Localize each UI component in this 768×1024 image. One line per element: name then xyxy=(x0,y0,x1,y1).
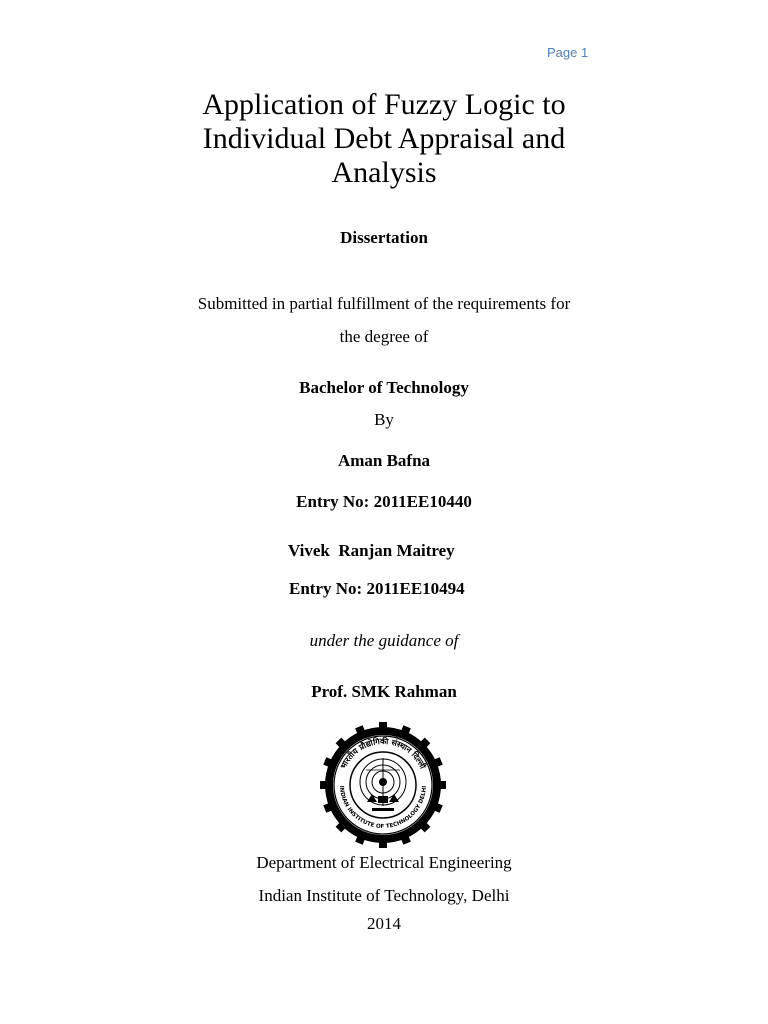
department-name: Department of Electrical Engineering xyxy=(256,853,512,872)
institute-name: Indian Institute of Technology, Delhi xyxy=(258,886,510,905)
degree-name: Bachelor of Technology xyxy=(299,378,469,397)
title-line-3: Analysis xyxy=(331,156,437,189)
institute-emblem xyxy=(320,722,446,848)
author-2-entry: Entry No: 2011EE10494 xyxy=(289,579,465,598)
emblem-bottom-text: INDIAN INSTITUTE OF TECHNOLOGY DELHI xyxy=(337,785,429,831)
title-line-2: Individual Debt Appraisal and xyxy=(202,122,566,155)
title-line-1: Application of Fuzzy Logic to xyxy=(202,88,566,121)
author-2-name: Vivek Ranjan Maitrey xyxy=(288,541,455,560)
submission-line-1: Submitted in partial fulfillment of the requirements for xyxy=(197,294,571,313)
document-type: Dissertation xyxy=(340,228,428,247)
emblem-top-text: भारतीय प्रौद्योगिकी संस्थान दिल्ली xyxy=(338,736,428,771)
author-1-name: Aman Bafna xyxy=(337,451,431,470)
by-label: By xyxy=(374,410,394,429)
author-1-entry: Entry No: 2011EE10440 xyxy=(296,492,472,511)
document-title xyxy=(0,88,768,190)
page-number: Page 1 xyxy=(547,45,589,60)
supervisor-name: Prof. SMK Rahman xyxy=(311,682,457,701)
submission-line-2: the degree of xyxy=(339,327,429,346)
submission-year: 2014 xyxy=(367,914,401,933)
guidance-label: under the guidance of xyxy=(309,631,459,650)
